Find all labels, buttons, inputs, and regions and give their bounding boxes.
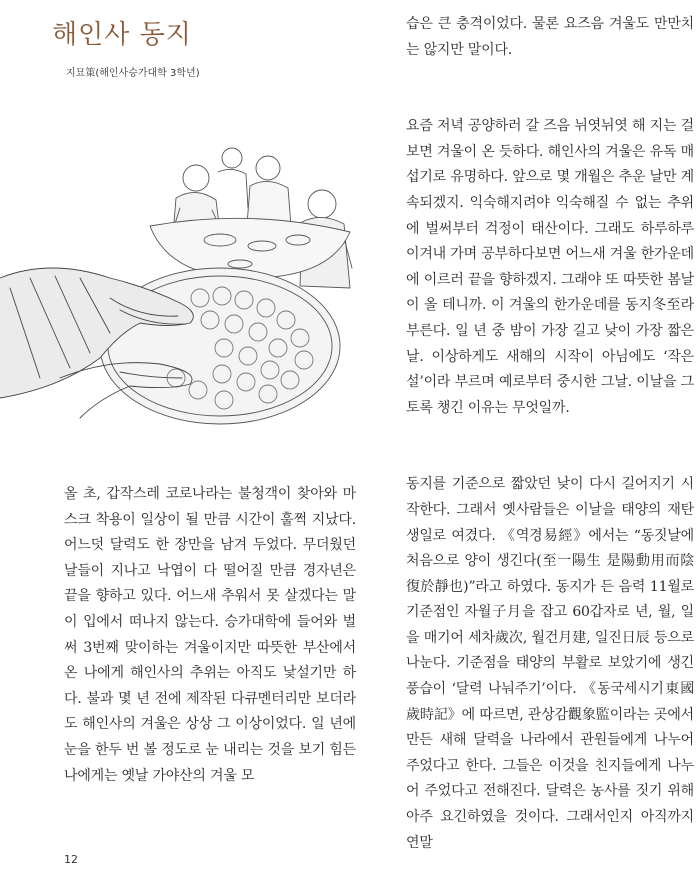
- author-byline: 지묘䇿(해인사승가대학 3학년): [66, 68, 200, 79]
- left-column: [64, 482, 356, 789]
- page-number: 12: [64, 853, 78, 866]
- body-paragraph: 동지를 기준으로 짧았던 낮이 다시 길어지기 시작한다. 그래서 옛사람들은 이날을 태양의 재탄생일로 여겼다. 《역경易經》에서는 “동짓날에 처음으로 양이 생긴다(至一陽生 是陽動用而陰復於靜也)”라고 하였다. 동지가 든 음력 11월로 기준점인 자월子月을 잡고 60갑자로 년, 월, 일을 매기어 세차歲次, 월건月建, 일진日辰 등으로 나눈다. 기준점을 태양의 부활로 보았기에 생긴 풍습이 ‘달력 나눠주기’이다. 《동국세시기東國歲時記》에 따르면, 관상감觀象監이라는 곳에서 만든 새해 달력을 나라에서 관원들에게 나누어 주었다고 한다. 그들은 이것을 친지들에게 나누어 주었다고 전해진다. 달력은 농사를 짓기 위해 아주 요긴하였을 것이다. 그래서인지 아직까지 연말: [406, 476, 694, 851]
- body-paragraph: 올 초, 갑작스레 코로나라는 불청객이 찾아와 마스크 착용이 일상이 될 만큼 시간이 훌쩍 지났다. 어느덧 달력도 한 장만을 남겨 두었다. 무더웠던 날들이 지나고 낙엽이 다 떨어질 만큼 경자년은 끝을 향하고 있다. 어느새 추워서 못 살겠다는 말이 입에서 떠나지 않는다. 승가대학에 들어와 벌써 3번째 맞이하는 겨울이지만 따뜻한 부산에서 온 나에게 해인사의 추위는 아직도 낯설기만 하다. 불과 몇 년 전에 제작된 다큐멘터리만 보더라도 해인사의 겨울은 상상 그 이상이었다. 일 년에 눈을 한두 번 볼 정도로 눈 내리는 것을 보기 힘든 나에게는 옛날 가야산의 겨울 모: [64, 486, 356, 784]
- illustration-sketch: [0, 128, 362, 468]
- body-paragraph: 요즘 저녁 공양하러 갈 즈음 뉘엿뉘엿 해 지는 걸 보면 겨울이 온 듯하다. 해인사의 겨울은 유독 매섭기로 유명하다. 앞으로 몇 개월은 추운 날만 계속되겠지. 익숙해지려야 익숙해질 수 없는 추위에 벌써부터 걱정이 태산이다. 그래도 하루하루 이겨내 가며 공부하다보면 어느새 겨울 한가운데에 이르러 끝을 향하겠지. 그래야 또 따뜻한 봄날이 올 테니까. 이 겨울의 한가운데를 동지冬至라 부른다. 일 년 중 밤이 가장 길고 낮이 가장 짧은 날. 이상하게도 새해의 시작이 아님에도 ‘작은 설’이라 부르며 예로부터 중시한 그날. 이날을 그토록 챙긴 이유는 무엇일까.: [406, 118, 694, 416]
- article-title: 해인사 동지: [52, 20, 192, 50]
- monk-figure-back: [218, 148, 248, 208]
- right-column: [406, 12, 694, 856]
- body-paragraph: 습은 큰 충격이었다. 물론 요즈음 겨울도 만만치는 않지만 말이다.: [406, 16, 694, 58]
